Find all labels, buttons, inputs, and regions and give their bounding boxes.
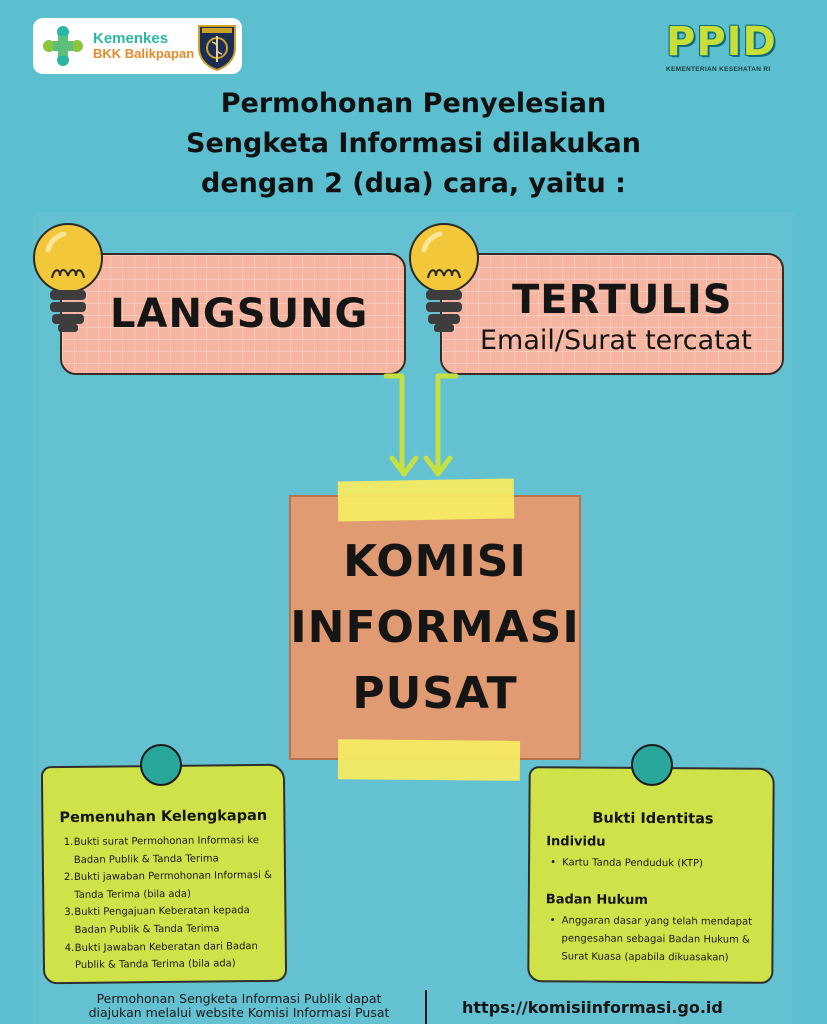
footer-note-line-1: Permohonan Sengketa Informasi Publik dapat	[96, 991, 382, 1006]
list-item: • Kartu Tanda Penduduk (KTP)	[550, 857, 703, 870]
tape-bottom	[338, 739, 520, 781]
lightbulb-icon	[406, 218, 482, 338]
org-sub-name: BKK Balikpapan	[93, 46, 195, 62]
port-health-emblem-icon	[196, 22, 238, 72]
headline-line-1: Permohonan Penyelesian	[220, 88, 607, 119]
headline	[130, 84, 697, 204]
list-item: 4. Bukti Jawaban Keberatan dari Badan Publik & Tanda Terima (bila ada)	[64, 940, 258, 972]
list-item: 3. Bukti Pengajuan Keberatan kepada Badan Publik & Tanda Terima	[64, 905, 250, 936]
requirements-title: Pemenuhan Kelengkapan	[59, 807, 268, 827]
ppid-word: PPID	[666, 19, 777, 65]
method-written-subtitle: Email/Surat tercatat	[480, 325, 752, 356]
method-direct-title: LANGSUNG	[110, 291, 369, 337]
footer-note-line-2: diajukan melalui website Komisi Informasi Pusat	[88, 1005, 390, 1020]
headline-line-2: Sengketa Informasi dilakukan	[186, 128, 641, 159]
list-item: 1. Bukti surat Permohonan Informasi ke Badan Publik & Tanda Terima	[63, 835, 260, 866]
pin-icon	[140, 744, 182, 786]
method-written-title: TERTULIS	[512, 277, 733, 323]
komisi-line-3: PUSAT	[352, 667, 518, 719]
list-item: • Anggaran dasar yang telah mendapat pengesahan sebagai Badan Hukum & Surat Kuasa (apabila dikuasakan)	[549, 915, 753, 964]
identity-note	[527, 766, 775, 984]
legal-entity-heading: Badan Hukum	[545, 892, 648, 908]
method-written-box	[440, 253, 784, 375]
website-link[interactable]: https://komisiinformasi.go.id	[462, 998, 723, 1017]
komisi-informasi-box	[289, 495, 581, 760]
requirements-note	[41, 764, 287, 985]
requirements-list	[64, 832, 285, 975]
ppid-logo	[666, 20, 794, 80]
headline-line-3: dengan 2 (dua) cara, yaitu :	[201, 168, 626, 199]
kemenkes-logo-icon	[41, 24, 85, 68]
lightbulb-icon	[30, 218, 106, 338]
list-item: 2. Bukti jawaban Permohonan Informasi & Tanda Terima (bila ada)	[63, 870, 272, 901]
footer-divider	[425, 990, 427, 1024]
method-direct-box	[60, 253, 406, 375]
komisi-line-2: INFORMASI	[290, 601, 580, 653]
individual-heading: Individu	[546, 834, 606, 850]
ppid-subtitle: KEMENTERIAN KESEHATAN RI	[666, 66, 771, 73]
identity-title: Bukti Identitas	[592, 810, 714, 828]
pin-icon	[631, 744, 673, 786]
down-arrows-icon	[380, 370, 470, 480]
komisi-line-1: KOMISI	[343, 535, 527, 587]
tape-top	[338, 478, 515, 521]
footer-note	[84, 992, 394, 1020]
org-name: Kemenkes	[93, 29, 169, 47]
